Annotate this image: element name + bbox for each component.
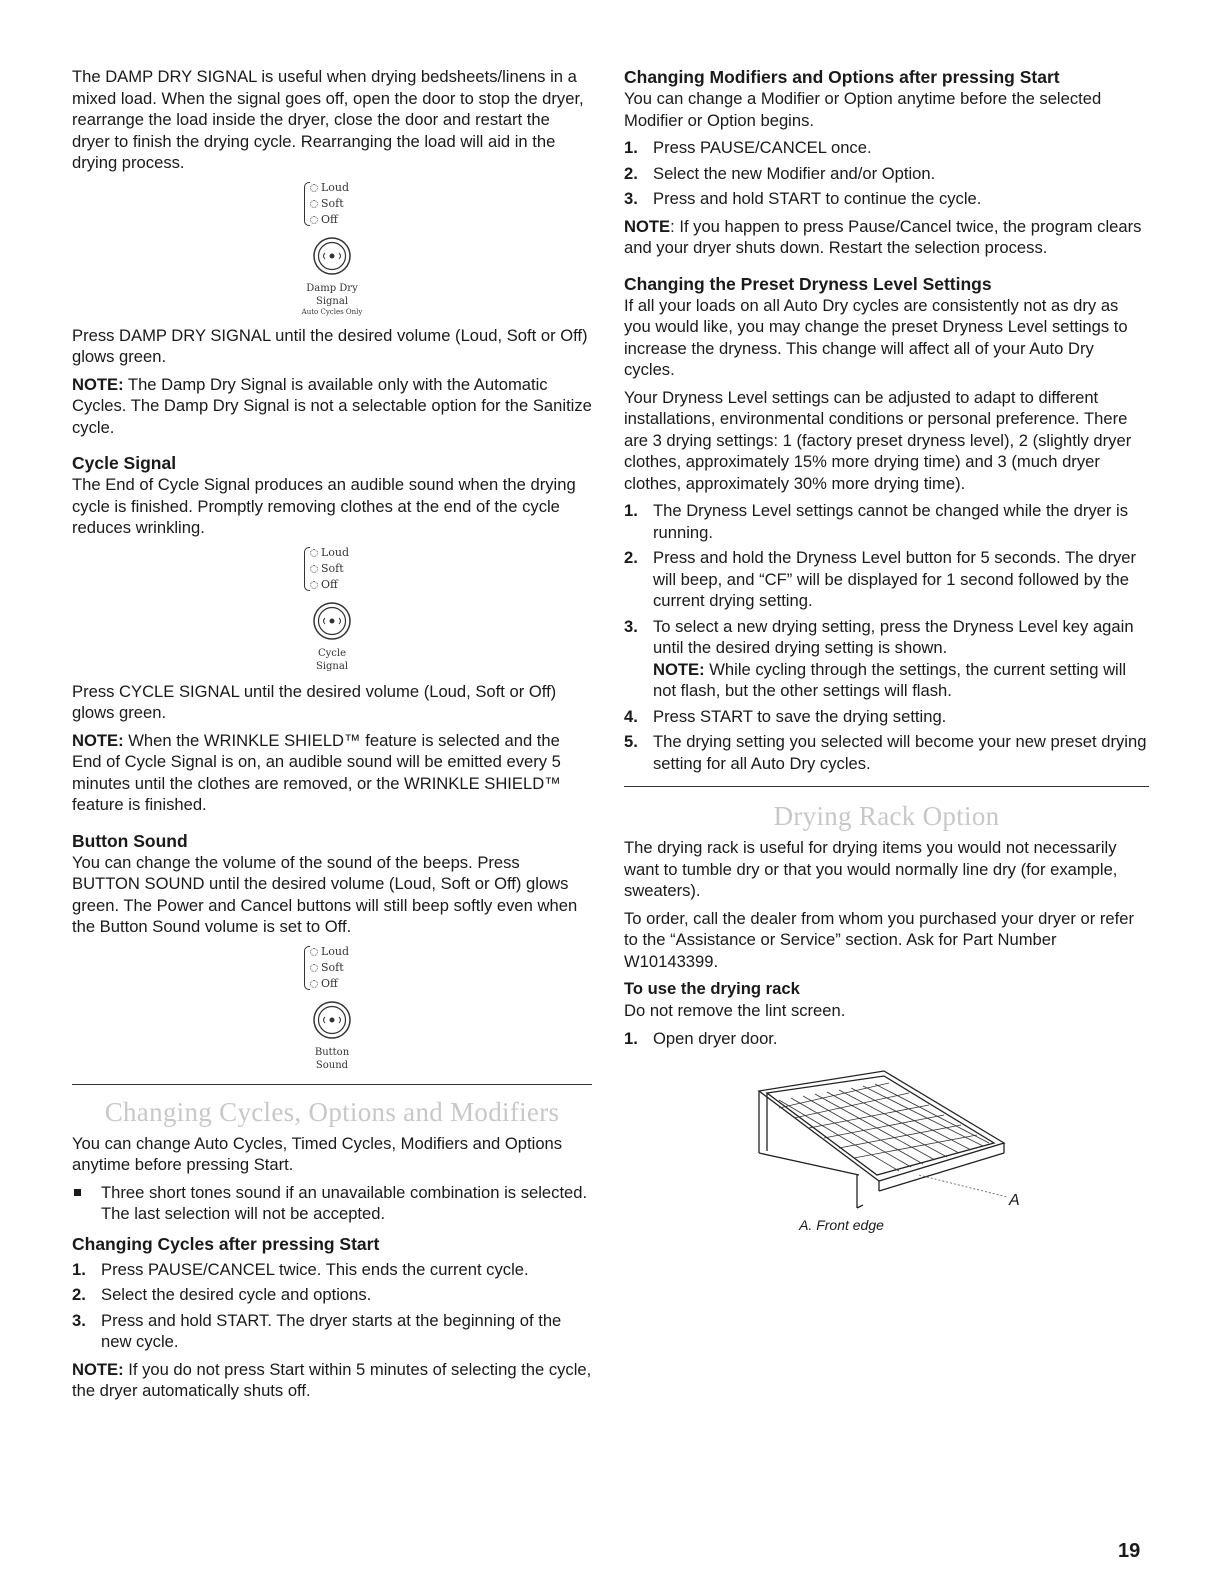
volume-off: Off — [310, 577, 370, 593]
page-number: 19 — [1118, 1540, 1141, 1562]
cycle-signal-panel — [282, 545, 382, 673]
bracket-icon — [304, 547, 310, 591]
volume-soft: Soft — [310, 561, 370, 577]
list-item: 2. Select the new Modifier and/or Option. — [624, 163, 936, 183]
cycle-signal-press: Press CYCLE SIGNAL until the desired volume (Loud, Soft or Off) glows green. — [72, 681, 557, 722]
list-item: 2. Select the desired cycle and options. — [72, 1285, 372, 1304]
volume-soft: Soft — [310, 960, 370, 976]
preset-p2: Your Dryness Level settings can be adjusted to adapt to different installations, environmental conditions or personal preference. There are 3 drying settings: 1 (factory preset dryness level), 2 (slightly dryer clothes, approximately 15% more drying time) and 3 (much dryer clothes, approximately 30% more drying time). — [624, 387, 1132, 493]
volume-loud: Loud — [310, 180, 370, 196]
panel-caption: Sound — [315, 1059, 349, 1071]
damp-dry-signal-panel — [282, 180, 382, 317]
changing-intro: You can change Auto Cycles, Timed Cycles, Modifiers and Options anytime before pressing Start. — [72, 1133, 563, 1174]
button-sound-body: You can change the volume of the sound of the beeps. Press BUTTON SOUND until the desired volume (Loud, Soft or Off) glows green. The Power and Cancel buttons will still beep softly even when the Button Sound volume is set to Off. — [72, 852, 578, 936]
panel-caption: Signal — [315, 295, 349, 307]
section-divider — [72, 1084, 592, 1085]
signal-button-icon — [312, 1000, 352, 1040]
cycles-after-note: NOTE: If you do not press Start within 5 minutes of selecting the cycle, the dryer automatically shuts off. — [72, 1359, 592, 1400]
rack-p2: To order, call the dealer from whom you purchased your dryer or refer to the “Assistance or Service” section. Ask for Part Number W10143399. — [624, 908, 1135, 971]
list-item: 4. Press START to save the drying setting. — [624, 706, 947, 726]
indicator-icon — [310, 216, 318, 224]
cycle-signal-note: NOTE: When the WRINKLE SHIELD™ feature is selected and the End of Cycle Signal is on, an audible sound will be emitted every 5 minutes until the clothes are removed, or the WRINKLE SHIELD™ feature is finished. — [72, 730, 561, 814]
use-rack-heading: To use the drying rack — [624, 979, 800, 998]
drying-rack-title: Drying Rack Option — [773, 801, 1000, 831]
modifiers-after-start-heading: Changing Modifiers and Options after pressing Start — [624, 67, 1060, 87]
modifiers-after-body: You can change a Modifier or Option anytime before the selected Modifier or Option begins. — [624, 89, 1102, 130]
volume-off: Off — [310, 212, 370, 228]
list-item: 2. Press and hold the Dryness Level button for 5 seconds. The dryer will beep, and “CF” will be displayed for 1 second followed by the current drying setting. — [624, 548, 1137, 610]
damp-dry-intro: The DAMP DRY SIGNAL is useful when drying bedsheets/linens in a mixed load. When the signal goes off, open the door to stop the dryer, rearrange the load inside the dryer, close the door and restart the dryer to finish the drying cycle. Rearranging the load will aid in the drying process. — [72, 67, 584, 172]
use-rack-steps — [624, 1028, 1149, 1050]
list-item: 1. Open dryer door. — [624, 1028, 778, 1048]
signal-button-icon — [312, 601, 352, 641]
indicator-icon — [310, 549, 318, 557]
section-divider — [624, 786, 1149, 787]
volume-options — [310, 180, 370, 228]
figure-caption: A. Front edge — [799, 1217, 884, 1233]
list-item: 3. Press and hold START to continue the cycle. — [624, 189, 982, 208]
bracket-icon — [304, 182, 310, 226]
volume-loud: Loud — [310, 545, 370, 561]
drying-rack-figure — [739, 1063, 1039, 1213]
signal-button-icon — [312, 236, 352, 276]
preset-dryness-heading: Changing the Preset Dryness Level Settings — [624, 273, 992, 294]
preset-steps — [624, 500, 1149, 774]
modifiers-after-note: NOTE: If you happen to press Pause/Cancel twice, the program clears and your dryer shuts down. Restart the selection process. — [624, 216, 1142, 257]
right-column — [624, 66, 1149, 1237]
panel-caption: Button — [314, 1046, 350, 1058]
volume-off: Off — [310, 976, 370, 992]
cycle-signal-body: The End of Cycle Signal produces an audible sound when the drying cycle is finished. Promptly removing clothes at the end of the cycle reduces wrinkling. — [72, 475, 576, 537]
panel-caption-small: Auto Cycles Only — [301, 307, 363, 316]
panel-caption: Signal — [315, 660, 349, 672]
figure-label-a: A — [1009, 1192, 1020, 1209]
modifiers-after-steps — [624, 137, 1149, 210]
list-item: Three short tones sound if an unavailable combination is selected. The last selection will not be accepted. — [72, 1182, 592, 1225]
bracket-icon — [304, 946, 310, 990]
damp-dry-press: Press DAMP DRY SIGNAL until the desired volume (Loud, Soft or Off) glows green. — [72, 325, 588, 366]
changing-cycles-title: Changing Cycles, Options and Modifiers — [104, 1096, 560, 1127]
indicator-icon — [310, 964, 318, 972]
cycle-signal-heading: Cycle Signal — [72, 453, 177, 473]
damp-dry-note: NOTE: The Damp Dry Signal is available only with the Automatic Cycles. The Damp Dry Signal is not a selectable option for the Sanitize cycle. — [72, 374, 592, 437]
indicator-icon — [310, 200, 318, 208]
volume-options — [310, 944, 370, 992]
list-item: 3. Press and hold START. The dryer starts at the beginning of the new cycle. — [72, 1310, 562, 1351]
indicator-icon — [310, 980, 318, 988]
list-item: 5. The drying setting you selected will become your new preset drying setting for all Auto Dry cycles. — [624, 732, 1147, 773]
panel-caption: Damp Dry — [306, 282, 358, 294]
cycles-after-start-heading: Changing Cycles after pressing Start — [72, 1233, 380, 1254]
volume-soft: Soft — [310, 196, 370, 212]
cycles-after-steps — [72, 1259, 592, 1353]
panel-caption: Cycle — [317, 647, 347, 659]
list-item: 3. To select a new drying setting, press the Dryness Level key again until the desired drying setting is shown. NOTE: While cycling through the settings, the current setting will not flash, but the other settings will flash. — [624, 616, 1134, 700]
rack-p1: The drying rack is useful for drying items you would not necessarily want to tumble dry or that you would normally line dry (for example, sweaters). — [624, 838, 1118, 900]
bullet-icon — [74, 1189, 81, 1196]
changing-bullets — [72, 1182, 592, 1225]
preset-p1: If all your loads on all Auto Dry cycles are consistently not as dry as you would like, you may change the preset Dryness Level settings to increase the dryness. This change will affect all of your Auto Dry cycles. — [624, 295, 1128, 379]
button-sound-panel — [282, 944, 382, 1072]
volume-options — [310, 545, 370, 593]
button-sound-heading: Button Sound — [72, 830, 188, 851]
list-item: 1. The Dryness Level settings cannot be changed while the dryer is running. — [624, 501, 1129, 542]
indicator-icon — [310, 565, 318, 573]
indicator-icon — [310, 948, 318, 956]
use-rack-body: Do not remove the lint screen. — [624, 1001, 846, 1020]
list-item: 1. Press PAUSE/CANCEL twice. This ends the current cycle. — [72, 1259, 529, 1279]
left-column — [72, 66, 592, 1408]
drying-rack-illustration — [739, 1063, 1039, 1213]
indicator-icon — [310, 581, 318, 589]
volume-loud: Loud — [310, 944, 370, 960]
list-item: 1. Press PAUSE/CANCEL once. — [624, 138, 872, 157]
indicator-icon — [310, 184, 318, 192]
